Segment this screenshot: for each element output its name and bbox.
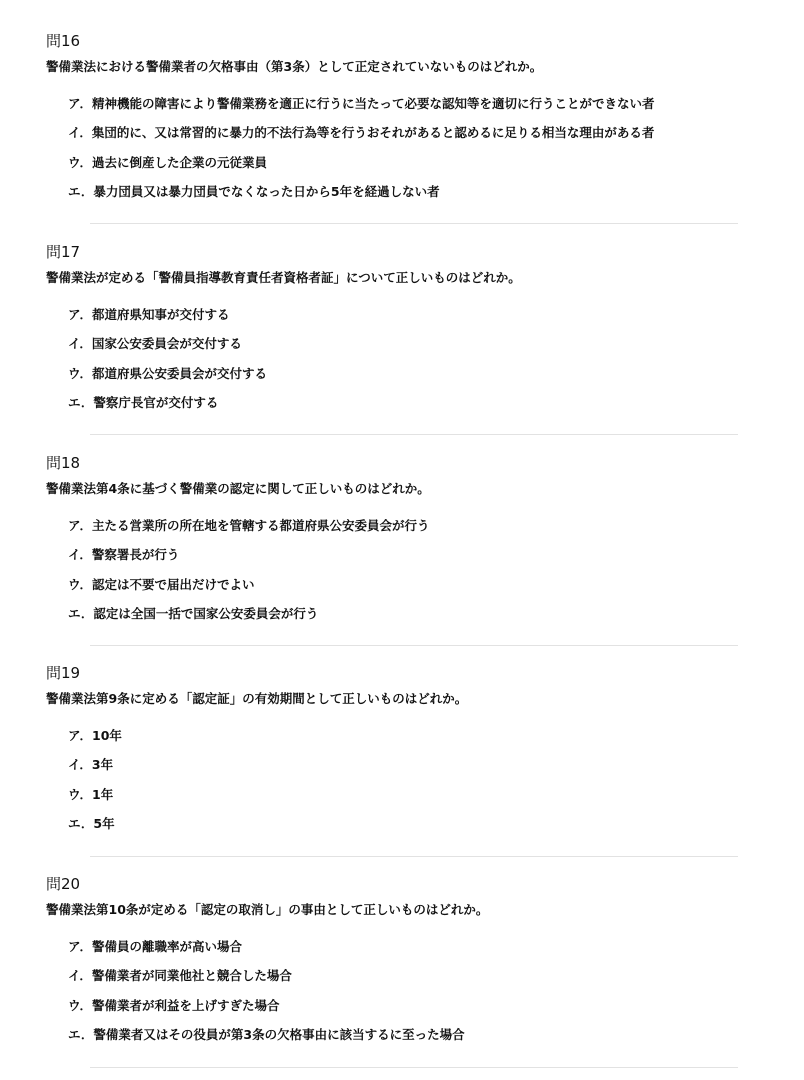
options-list (68, 306, 267, 423)
options-list (68, 727, 122, 844)
divider (90, 856, 738, 857)
option-u: ウ．都道府県公安委員会が交付する (68, 365, 268, 381)
option-a: ア．主たる営業所の所在地を管轄する都道府県公安委員会が行う (68, 518, 430, 533)
option-u: ウ．認定は不要で届出だけでよい (68, 576, 255, 592)
question-text: 警備業法第9条に定める「認定証」の有効期間として正しいものはどれか。 (46, 691, 468, 706)
option-e: エ．暴力団員又は暴力団員でなくなった日から5年を経過しない者 (68, 183, 440, 199)
option-e: エ．認定は全国一括で国家公安委員会が行う (68, 605, 319, 621)
divider (90, 223, 738, 224)
question-number: 問19 (46, 664, 81, 682)
option-e: エ．警備業者又はその役員が第3条の欠格事由に該当するに至った場合 (68, 1026, 465, 1042)
question-number: 問17 (46, 243, 81, 261)
question-text: 警備業法第10条が定める「認定の取消し」の事由として正しいものはどれか。 (46, 902, 489, 917)
question-text: 警備業法における警備業者の欠格事由（第3条）として正定されていないものはどれか。 (46, 59, 543, 74)
divider (90, 1067, 738, 1068)
options-list (68, 938, 465, 1055)
option-u: ウ．過去に倒産した企業の元従業員 (68, 154, 268, 170)
options-list (68, 517, 430, 634)
option-i: イ．3年 (68, 757, 114, 773)
question-text: 警備業法が定める「警備員指導教育責任者資格者証」について正しいものはどれか。 (46, 270, 521, 285)
option-e: エ．警察庁長官が交付する (68, 394, 219, 410)
option-a: ア．警備員の離職率が高い場合 (68, 939, 243, 954)
option-e: エ．5年 (68, 815, 115, 831)
option-a: ア．都道府県知事が交付する (68, 307, 230, 322)
option-a: ア．精神機能の障害により警備業務を適正に行うに当たって必要な認知等を適切に行うことができない者 (68, 96, 655, 111)
question-number: 問20 (46, 875, 81, 893)
question-text: 警備業法第4条に基づく警備業の認定に関して正しいものはどれか。 (46, 481, 430, 496)
question-number: 問16 (46, 32, 81, 50)
option-i: イ．集団的に、又は常習的に暴力的不法行為等を行うおそれがあると認めるに足りる相当な理由がある者 (68, 125, 655, 141)
question-number: 問18 (46, 454, 81, 472)
option-u: ウ．1年 (68, 786, 114, 802)
divider (90, 645, 738, 646)
option-u: ウ．警備業者が利益を上げすぎた場合 (68, 997, 280, 1013)
divider (90, 434, 738, 435)
option-a: ア．10年 (68, 728, 122, 743)
option-i: イ．警備業者が同業他社と競合した場合 (68, 968, 292, 984)
option-i: イ．国家公安委員会が交付する (68, 336, 242, 352)
options-list (68, 95, 655, 212)
option-i: イ．警察署長が行う (68, 547, 180, 563)
